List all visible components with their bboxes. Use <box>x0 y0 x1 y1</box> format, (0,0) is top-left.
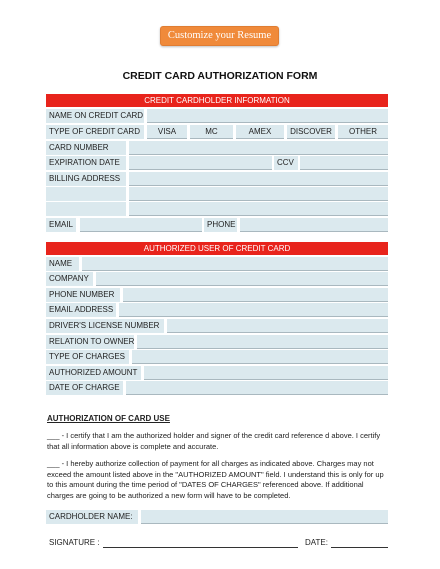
drivers-license-label: DRIVER'S LICENSE NUMBER <box>46 319 164 333</box>
date-line[interactable] <box>331 547 388 548</box>
email-address-label: EMAIL ADDRESS <box>46 303 116 317</box>
form-title: CREDIT CARD AUTHORIZATION FORM <box>122 70 318 82</box>
name-on-card-field[interactable] <box>147 109 388 123</box>
authorized-name-field[interactable] <box>82 257 388 271</box>
authorization-heading: AUTHORIZATION OF CARD USE <box>47 414 170 423</box>
company-field[interactable] <box>96 272 388 286</box>
card-type-label: TYPE OF CREDIT CARD <box>46 125 144 139</box>
phone-number-field[interactable] <box>123 288 388 302</box>
relation-to-owner-label: RELATION TO OWNER <box>46 335 134 349</box>
type-of-charges-field[interactable] <box>132 350 388 364</box>
name-on-card-label: NAME ON CREDIT CARD <box>46 109 144 123</box>
customize-resume-button[interactable]: Customize your Resume <box>160 26 279 46</box>
expiration-date-field[interactable] <box>129 156 272 170</box>
authorize-paragraph: ___ - I hereby authorize collection of payment for all charges as indicated above. Charges may not exceed the amount listed above in the "AUTHORIZED AMOUNT" field. I understand this is only for up to this amount during the time period of "DATES OF CHARGES" referenced above. If additional charges are going to be authorized a new form will have to be completed. <box>47 459 384 500</box>
billing-address-label: BILLING ADDRESS <box>46 172 126 186</box>
card-type-discover[interactable]: DISCOVER <box>287 125 335 139</box>
type-of-charges-label: TYPE OF CHARGES <box>46 350 129 364</box>
email-label: EMAIL <box>46 218 76 232</box>
expiration-date-label: EXPIRATION DATE <box>46 156 126 170</box>
signature-label: SIGNATURE : <box>49 538 100 547</box>
authorized-amount-label: AUTHORIZED AMOUNT <box>46 366 141 380</box>
date-of-charge-field[interactable] <box>126 381 388 395</box>
billing-address-field-1[interactable] <box>129 172 388 186</box>
billing-address-label-spacer <box>46 187 126 201</box>
card-number-field[interactable] <box>129 141 388 155</box>
billing-address-field-2[interactable] <box>129 187 388 201</box>
cardholder-section-header: CREDIT CARDHOLDER INFORMATION <box>46 94 388 107</box>
card-type-amex[interactable]: AMEX <box>236 125 284 139</box>
drivers-license-field[interactable] <box>167 319 388 333</box>
company-label: COMPANY <box>46 272 93 286</box>
authorized-user-section-header: AUTHORIZED USER OF CREDIT CARD <box>46 242 388 255</box>
ccv-field[interactable] <box>300 156 388 170</box>
card-number-label: CARD NUMBER <box>46 141 126 155</box>
date-of-charge-label: DATE OF CHARGE <box>46 381 123 395</box>
authorized-name-label: NAME <box>46 257 79 271</box>
email-address-field[interactable] <box>119 303 388 317</box>
ccv-label: CCV <box>274 156 298 170</box>
phone-field[interactable] <box>240 218 388 232</box>
cardholder-name-label: CARDHOLDER NAME: <box>46 510 138 524</box>
billing-address-label-spacer <box>46 202 126 216</box>
certify-paragraph: ___ - I certify that I am the authorized holder and signer of the credit card reference d above. I certify that all information above is complete and accurate. <box>47 431 381 451</box>
card-type-visa[interactable]: VISA <box>147 125 187 139</box>
card-type-mc[interactable]: MC <box>190 125 233 139</box>
card-type-other[interactable]: OTHER <box>338 125 388 139</box>
email-field[interactable] <box>80 218 202 232</box>
relation-to-owner-field[interactable] <box>137 335 388 349</box>
date-label: DATE: <box>305 538 328 547</box>
billing-address-field-3[interactable] <box>129 202 388 216</box>
authorized-amount-field[interactable] <box>144 366 388 380</box>
cardholder-name-field[interactable] <box>141 510 388 524</box>
phone-label: PHONE <box>204 218 237 232</box>
phone-number-label: PHONE NUMBER <box>46 288 120 302</box>
signature-line[interactable] <box>103 547 298 548</box>
